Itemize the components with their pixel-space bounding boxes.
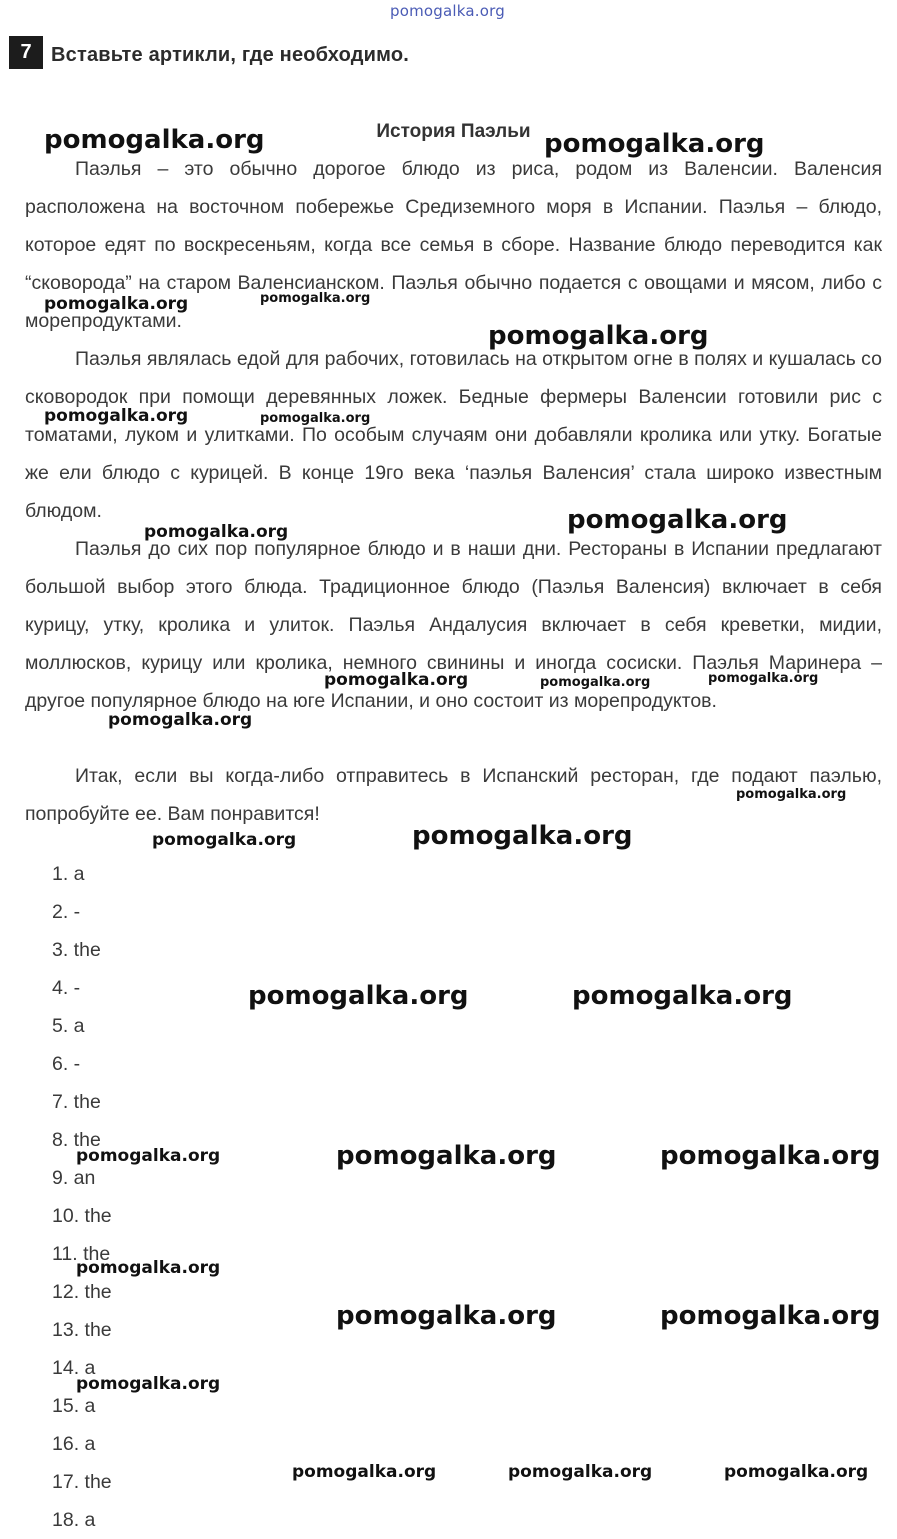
watermark: pomogalka.org (292, 1462, 437, 1482)
answer-item: 4. - (52, 977, 81, 999)
watermark: pomogalka.org (660, 1301, 881, 1331)
answer-item: 11. the (52, 1243, 111, 1265)
story-paragraph-3: Паэлья до сих пор популярное блюдо и в наши дни. Рестораны в Испании предлагают большой выбор этого блюда. Традиционное блюдо (Паэлья Валенсия) включает в себя курицу, утку, кролика и улиток. Паэлья Андалусия включает в себя креветки, мидии, моллюсков, курицу или кролика, немного свинины и иногда сосиски. Паэлья Маринера – другое популярное блюдо на юге Испании, и оно состоит из морепродуктов. (25, 538, 882, 712)
watermark: pomogalka.org (567, 505, 788, 535)
story-title: История Паэльи (376, 121, 531, 142)
answer-list (52, 855, 112, 1539)
watermark: pomogalka.org (572, 981, 793, 1011)
answer-item: 14. a (52, 1357, 96, 1379)
watermark: pomogalka.org (44, 406, 189, 426)
watermark: pomogalka.org (540, 675, 651, 690)
watermark: pomogalka.org (76, 1374, 221, 1394)
answer-item: 9. an (52, 1167, 96, 1189)
story-paragraph-2: Паэлья являлась едой для рабочих, готовилась на открытом огне в полях и кушалась со сковородок при помощи деревянных ложек. Бедные фермеры Валенсии готовили рис с томатами, луком и улитками. По особым случаям они добавляли кролика или утку. Богатые же ели блюдо с курицей. В конце 19го века ‘паэлья Валенсия’ стала широко известным блюдом. (25, 348, 882, 522)
watermark: pomogalka.org (260, 291, 371, 306)
answer-item: 3. the (52, 939, 101, 961)
answer-item: 1. a (52, 863, 85, 885)
task-instruction: Вставьте артикли, где необходимо. (51, 44, 410, 66)
story-paragraph-4: Итак, если вы когда-либо отправитесь в Испанский ресторан, где подают паэлью, попробуйте ее. Вам понравится! (25, 765, 882, 825)
answer-item: 10. the (52, 1205, 112, 1227)
watermark: pomogalka.org (544, 129, 765, 159)
story-paragraph-1: Паэлья – это обычно дорогое блюдо из риса, родом из Валенсии. Валенсия расположена на восточном побережье Средиземного моря в Испании. Паэлья – блюдо, которое едят по воскресеньям, когда все семья в сборе. Название блюдо переводится как “сковорода” на старом Валенсианском. Паэлья обычно подается с овощами и мясом, либо с морепродуктами. (25, 158, 882, 332)
task-number-badge: 7 (9, 36, 43, 69)
watermark: pomogalka.org (488, 321, 709, 351)
answer-item: 15. a (52, 1395, 96, 1417)
answer-item: 12. the (52, 1281, 112, 1303)
watermark: pomogalka.org (260, 411, 371, 426)
watermark: pomogalka.org (708, 671, 819, 686)
watermark: pomogalka.org (508, 1462, 653, 1482)
watermark: pomogalka.org (336, 1141, 557, 1171)
watermark: pomogalka.org (324, 670, 469, 690)
watermark: pomogalka.org (44, 125, 265, 155)
answer-item: 2. - (52, 901, 81, 923)
watermark: pomogalka.org (76, 1146, 221, 1166)
answer-item: 16. a (52, 1433, 96, 1455)
watermark: pomogalka.org (108, 710, 253, 730)
answer-item: 7. the (52, 1091, 101, 1113)
watermark: pomogalka.org (152, 830, 297, 850)
watermark: pomogalka.org (76, 1258, 221, 1278)
answer-item: 18. a (52, 1509, 96, 1531)
watermark: pomogalka.org (336, 1301, 557, 1331)
answer-item: 17. the (52, 1471, 112, 1493)
watermark: pomogalka.org (144, 522, 289, 542)
watermark: pomogalka.org (412, 821, 633, 851)
watermark: pomogalka.org (660, 1141, 881, 1171)
watermark: pomogalka.org (248, 981, 469, 1011)
watermark: pomogalka.org (44, 294, 189, 314)
answer-item: 6. - (52, 1053, 81, 1075)
header-watermark: pomogalka.org (390, 2, 505, 20)
answer-item: 8. the (52, 1129, 101, 1151)
watermark: pomogalka.org (736, 787, 847, 802)
watermark: pomogalka.org (724, 1462, 869, 1482)
answer-item: 5. a (52, 1015, 85, 1037)
answer-item: 13. the (52, 1319, 112, 1341)
